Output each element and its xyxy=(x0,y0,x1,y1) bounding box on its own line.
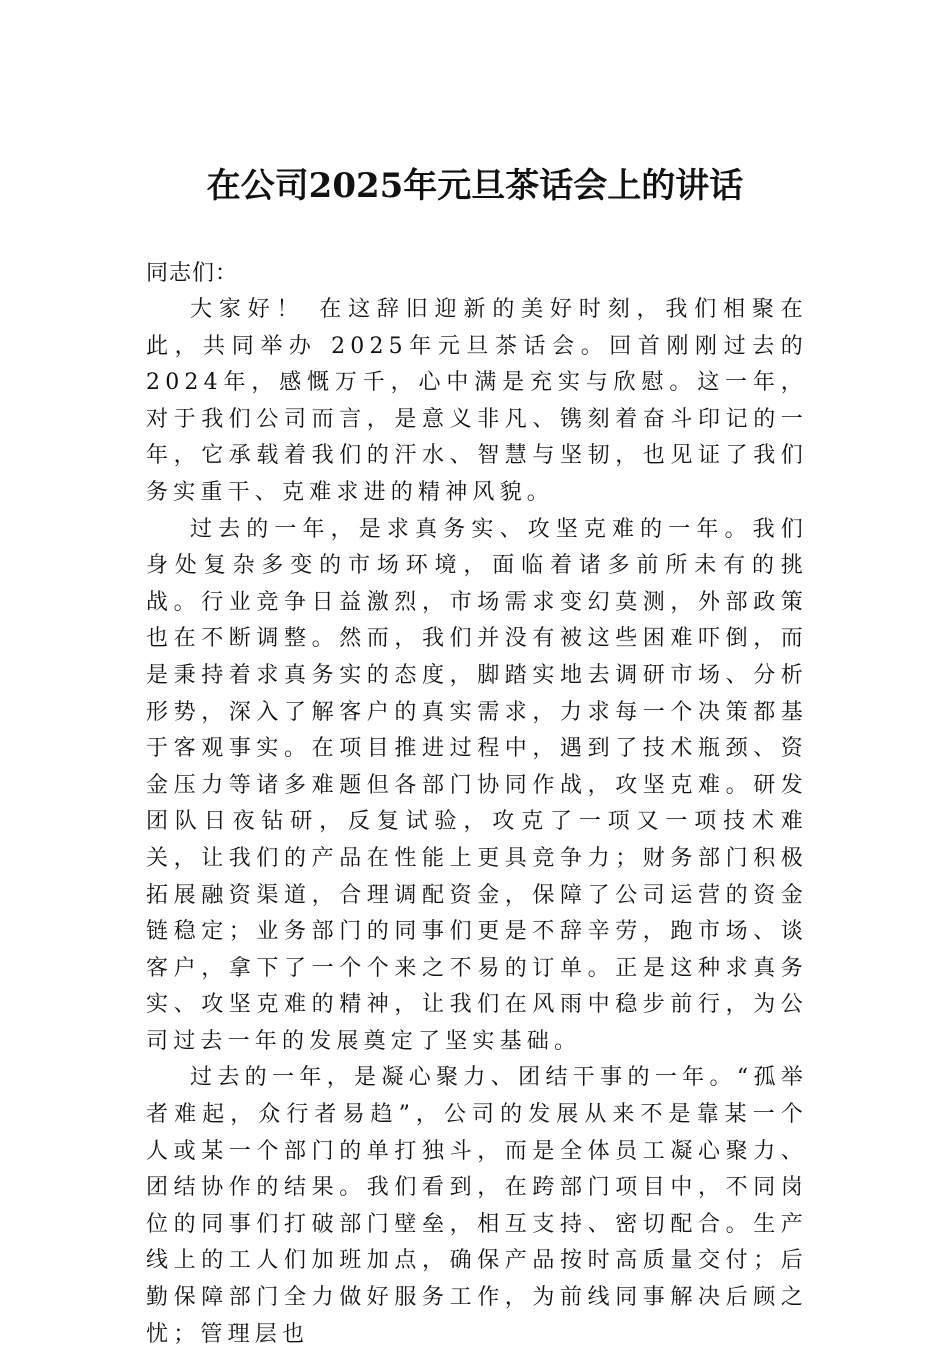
paragraph-3: 过去的一年，是凝心聚力、团结干事的一年。“孤举者难起，众行者易趋”，公司的发展从来不是靠某一个人或某一个部门的单打独斗，而是全体员工凝心聚力、团结协作的结果。我们看到，在跨部门项目中，不同岗位的同事们打破部门壁垒，相互支持、密切配合。生产线上的工人们加班加点，确保产品按时高质量交付；后勤保障部门全力做好服务工作，为前线同事解决后顾之忧；管理层也 xyxy=(146,1065,808,1347)
paragraph-2: 过去的一年，是求真务实、攻坚克难的一年。我们身处复杂多变的市场环境，面临着诸多前所未有的挑战。行业竞争日益激烈，市场需求变幻莫测，外部政策也在不断调整。然而，我们并没有被这些困难吓倒，而是秉持着求真务实的态度，脚踏实地去调研市场、分析形势，深入了解客户的真实需求，力求每一个决策都基于客观事实。在项目推进过程中，遇到了技术瓶颈、资金压力等诸多难题但各部门协同作战，攻坚克难。研发团队日夜钻研，反复试验，攻克了一项又一项技术难关，让我们的产品在性能上更具竞争力；财务部门积极拓展融资渠道，合理调配资金，保障了公司运营的资金链稳定；业务部门的同事们更是不辞辛劳，跑市场、谈客户，拿下了一个个来之不易的订单。正是这种求真务实、攻坚克难的精神，让我们在风雨中稳步前行，为公司过去一年的发展奠定了坚实基础。 xyxy=(146,516,808,1054)
paragraph-1: 大家好！ 在这辞旧迎新的美好时刻，我们相聚在此，共同举办 2025年元旦茶话会。回首刚刚过去的 2024年，感慨万千，心中满是充实与欣慰。这一年，对于我们公司而言，是意义非凡、镌刻着奋斗印记的一年，它承载着我们的汗水、智慧与坚韧，也见证了我们务实重干、克难求进的精神风貌。 xyxy=(146,297,808,505)
document-body xyxy=(146,256,808,1353)
salutation: 同志们： xyxy=(146,261,239,286)
document-title: 在公司2025年元旦茶话会上的讲话 xyxy=(206,166,744,206)
